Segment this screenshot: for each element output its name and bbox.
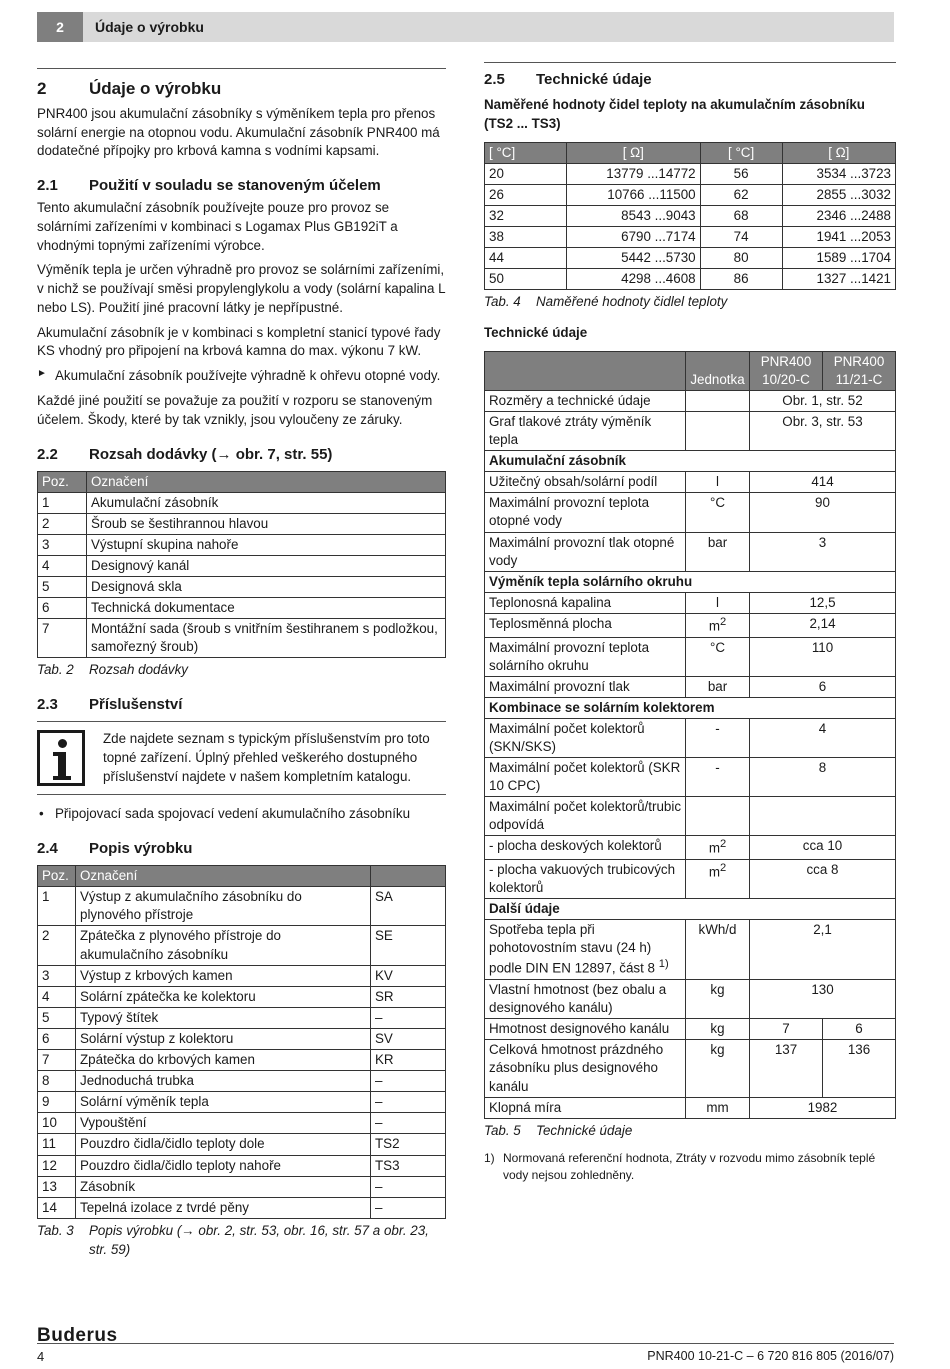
- section-title: Příslušenství: [89, 696, 183, 714]
- table-header-row: [485, 351, 896, 390]
- table-cell: l: [686, 472, 750, 493]
- table-cell: –: [371, 1197, 446, 1218]
- table-cell: Typový štítek: [76, 1007, 371, 1028]
- caption-text: Technické údaje: [536, 1122, 633, 1138]
- right-column: [484, 62, 896, 1184]
- table-cell: 10766 ...11500: [567, 184, 701, 205]
- table-cell: SA: [371, 887, 446, 926]
- table-cell: 1327 ...1421: [782, 269, 895, 290]
- table-cell: 6: [38, 598, 87, 619]
- unit-superscript: 2: [719, 862, 727, 874]
- table-cell: TS3: [371, 1155, 446, 1176]
- section-2-3-heading: [37, 694, 446, 715]
- section-title: Údaje o výrobku: [89, 79, 222, 98]
- table-cell: Teplosměnná plocha: [485, 613, 686, 637]
- table-cell: 8: [750, 758, 896, 797]
- section-number: 2.2: [37, 445, 58, 463]
- table-cell: - plocha vakuových trubicových kolektorů: [485, 860, 686, 899]
- caption-number: Tab. 5: [484, 1122, 521, 1138]
- table-header-row: [485, 142, 896, 163]
- table-cell: 13779 ...14772: [567, 163, 701, 184]
- table-header-cell: [ °C]: [700, 142, 782, 163]
- table-row: [485, 493, 896, 532]
- section-2-heading: [37, 77, 446, 101]
- table-cell: 3534 ...3723: [782, 163, 895, 184]
- table-cell: Rozměry a technické údaje: [485, 390, 686, 411]
- section-number: 2.5: [484, 71, 505, 88]
- section-2-2-heading: [37, 444, 446, 465]
- table-row: [38, 492, 446, 513]
- footnote-marker: 1): [658, 958, 669, 971]
- table-row: [38, 1092, 446, 1113]
- table-cell: 9: [38, 1092, 76, 1113]
- table-row: [485, 532, 896, 571]
- table-cell: Zpátečka do krbových kamen: [76, 1050, 371, 1071]
- table-row: [38, 555, 446, 576]
- unit-text: m: [708, 840, 720, 856]
- table-row: [485, 920, 896, 980]
- table-section-label: Kombinace se solárním kolektorem: [485, 697, 896, 718]
- table-row: [485, 637, 896, 676]
- table-cell: [686, 797, 750, 836]
- table-cell: 4298 ...4608: [567, 269, 701, 290]
- table-row: [485, 613, 896, 637]
- table-cell: 110: [750, 637, 896, 676]
- table-cell: 4: [750, 718, 896, 757]
- table-cell: [686, 613, 750, 637]
- table-cell: Maximální provozní teplota otopné vody: [485, 493, 686, 532]
- footnote-text: Normovaná referenční hodnota, Ztráty v rozvodu mimo zásobník teplé vody nejsou zohledněny.: [503, 1151, 876, 1183]
- table-cell: 2,1: [750, 920, 896, 980]
- table-cell: KV: [371, 965, 446, 986]
- table-cell: SV: [371, 1028, 446, 1049]
- table-cell: 6: [38, 1028, 76, 1049]
- table-cell: Maximální počet kolektorů (SKR 10 CPC): [485, 758, 686, 797]
- section-2-1-heading: [37, 175, 446, 196]
- table-cell: 11: [38, 1134, 76, 1155]
- footnote: [484, 1150, 896, 1184]
- table-cell: Designová skla: [87, 576, 446, 597]
- table-cell: kg: [686, 980, 750, 1019]
- table-cell: cca 10: [750, 836, 896, 860]
- table-cell: –: [371, 1071, 446, 1092]
- table-row: [485, 184, 896, 205]
- table-row: [485, 797, 896, 836]
- table-cell: Solární výstup z kolektoru: [76, 1028, 371, 1049]
- table-cell: 137: [750, 1040, 823, 1097]
- unit-superscript: 2: [719, 838, 727, 851]
- paragraph: Výměník tepla je určen výhradně pro provoz se solárními zařízeními, v nichž se používají směsi propylenglykolu a vody (solární kapalina L nebo LS). Použití jiné pracovní látky je nepřípustné.: [37, 262, 446, 315]
- table-header-cell: [ Ω]: [782, 142, 895, 163]
- table-cell: 136: [823, 1040, 896, 1097]
- sensor-values-table: [484, 142, 896, 291]
- table-cell: Maximální provozní tlak otopné vody: [485, 532, 686, 571]
- table-section-label: Další údaje: [485, 899, 896, 920]
- header-chapter-number: 2: [37, 12, 83, 42]
- caption-number: Tab. 3: [37, 1222, 74, 1238]
- table-cell: Vlastní hmotnost (bez obalu a designového kanálu): [485, 980, 686, 1019]
- table-section-row: [485, 571, 896, 592]
- table-header-cell: Jednotka: [686, 351, 750, 390]
- table-cell: Technická dokumentace: [87, 598, 446, 619]
- table-header-cell: Poz.: [38, 866, 76, 887]
- table-cell: -: [686, 758, 750, 797]
- table-cell: 6790 ...7174: [567, 226, 701, 247]
- table-row: [485, 718, 896, 757]
- document-reference: PNR400 10-21-C – 6 720 816 805 (2016/07): [647, 1349, 894, 1363]
- table-cell: 56: [700, 163, 782, 184]
- table-cell: -: [686, 718, 750, 757]
- table-cell: 3: [750, 532, 896, 571]
- table-cell: –: [371, 1176, 446, 1197]
- table-row: [485, 836, 896, 860]
- tech-table-title: Technické údaje: [484, 324, 588, 340]
- info-note: [37, 721, 446, 795]
- table-cell: 8543 ...9043: [567, 205, 701, 226]
- table-cell: 414: [750, 472, 896, 493]
- table-row: [485, 980, 896, 1019]
- table-section-label: Akumulační zásobník: [485, 451, 896, 472]
- technical-data-table: [484, 351, 896, 1119]
- table-cell: Graf tlakové ztráty výměník tepla: [485, 412, 686, 451]
- table-cell: Obr. 1, str. 52: [750, 390, 896, 411]
- table-caption: [37, 661, 446, 680]
- table-cell: Zpátečka z plynového přístroje do akumulačního zásobníku: [76, 926, 371, 965]
- table-cell: Solární výměník tepla: [76, 1092, 371, 1113]
- table-cell: Jednoduchá trubka: [76, 1071, 371, 1092]
- table-row: [38, 926, 446, 965]
- table-row: [38, 986, 446, 1007]
- table-cell: Výstupní skupina nahoře: [87, 534, 446, 555]
- table-row: [38, 1007, 446, 1028]
- table-row: [38, 1197, 446, 1218]
- table-row: [485, 248, 896, 269]
- product-description-table: [37, 865, 446, 1219]
- table-row: [38, 1050, 446, 1071]
- table-header-row: [38, 866, 446, 887]
- table-cell: TS2: [371, 1134, 446, 1155]
- list-item-text: Připojovací sada spojovací vedení akumulačního zásobníku: [55, 806, 411, 822]
- table-cell: kWh/d: [686, 920, 750, 980]
- table-row: [485, 676, 896, 697]
- table-row: [485, 205, 896, 226]
- table-row: [38, 965, 446, 986]
- cell-text: Spotřeba tepla při pohotovostním stavu (24 h) podle DIN EN 12897, část 8: [489, 922, 655, 976]
- table-cell: Pouzdro čidla/čidlo teploty dole: [76, 1134, 371, 1155]
- table-row: [38, 1028, 446, 1049]
- caption-text: Popis výrobku (→ obr. 2, str. 53, obr. 16, str. 57 a obr. 23, str. 59): [89, 1222, 429, 1257]
- table-cell: mm: [686, 1097, 750, 1118]
- table-row: [485, 472, 896, 493]
- table-cell: –: [371, 1092, 446, 1113]
- table-cell: 20: [485, 163, 567, 184]
- section-2-4-heading: [37, 838, 446, 859]
- table-row: [38, 513, 446, 534]
- table-cell: 5442 ...5730: [567, 248, 701, 269]
- section-number: 2.3: [37, 696, 58, 714]
- table-cell: SR: [371, 986, 446, 1007]
- table-cell: 90: [750, 493, 896, 532]
- paragraph: PNR400 jsou akumulační zásobníky s výměníkem tepla pro přenos solární energie na otopnou vodu. Akumulační zásobník PNR400 má dodatečné přípojky pro krbová kamna s vodními kapsami.: [37, 105, 440, 159]
- table-cell: Maximální provozní teplota solárního okruhu: [485, 637, 686, 676]
- table-cell: 7: [38, 619, 87, 658]
- table-row: [485, 1019, 896, 1040]
- table-cell: - plocha deskových kolektorů: [485, 836, 686, 860]
- table-cell: 2855 ...3032: [782, 184, 895, 205]
- table-cell: Maximální počet kolektorů/trubic odpovídá: [485, 797, 686, 836]
- sensor-table-title: Naměřené hodnoty čidel teploty na akumulačním zásobníku (TS2 ... TS3): [484, 97, 865, 131]
- caption-number: Tab. 4: [484, 294, 521, 310]
- instruction-text: Akumulační zásobník používejte výhradně k ohřevu otopné vody.: [55, 368, 441, 384]
- table-cell: 26: [485, 184, 567, 205]
- table-cell: Hmotnost designového kanálu: [485, 1019, 686, 1040]
- table-cell: Teplonosná kapalina: [485, 592, 686, 613]
- table-header-cell: PNR400 11/21-C: [823, 351, 896, 390]
- instruction-step: [37, 367, 446, 386]
- list-item: [37, 805, 446, 824]
- table-header-cell: Označení: [76, 866, 371, 887]
- table-row: [38, 1113, 446, 1134]
- table-cell: 80: [700, 248, 782, 269]
- unit-text: m: [708, 618, 720, 634]
- table-row: [485, 592, 896, 613]
- table-cell: 1589 ...1704: [782, 248, 895, 269]
- info-text: Zde najdete seznam s typickým příslušenstvím pro toto topné zařízení. Úplný přehled veškerého dostupného příslušenství najdete v našem kompletním katalogu.: [103, 731, 430, 784]
- table-section-row: [485, 697, 896, 718]
- info-icon: [37, 730, 85, 786]
- table-cell: 74: [700, 226, 782, 247]
- table-cell: 12: [38, 1155, 76, 1176]
- table-header-cell: Označení: [87, 471, 446, 492]
- table-caption: [484, 293, 896, 312]
- table-cell: Vypouštění: [76, 1113, 371, 1134]
- caption-text: Rozsah dodávky: [89, 662, 188, 678]
- arrow-right-icon: ►: [37, 368, 47, 380]
- bullet-icon: •: [39, 806, 44, 822]
- table-cell: 2: [38, 926, 76, 965]
- unit-text: m: [708, 864, 720, 880]
- table-cell: [485, 920, 686, 980]
- delivery-scope-table: [37, 471, 446, 659]
- table-header-row: [38, 471, 446, 492]
- header-chapter-title: Údaje o výrobku: [95, 19, 204, 35]
- table-cell: 5: [38, 576, 87, 597]
- table-row: [38, 619, 446, 658]
- table-cell: 3: [38, 534, 87, 555]
- table-cell: Výstup z akumulačního zásobníku do plynového přístroje: [76, 887, 371, 926]
- table-cell: °C: [686, 637, 750, 676]
- table-cell: Montážní sada (šroub s vnitřním šestihranem s podložkou, samořezný šroub): [87, 619, 446, 658]
- table-cell: Šroub se šestihrannou hlavou: [87, 513, 446, 534]
- header-bar: [37, 12, 894, 42]
- table-cell: 1982: [750, 1097, 896, 1118]
- table-section-label: Výměník tepla solárního okruhu: [485, 571, 896, 592]
- table-cell: –: [371, 1007, 446, 1028]
- table-cell: 2346 ...2488: [782, 205, 895, 226]
- caption-number: Tab. 2: [37, 662, 74, 678]
- table-cell: 130: [750, 980, 896, 1019]
- table-row: [485, 758, 896, 797]
- table-cell: Výstup z krbových kamen: [76, 965, 371, 986]
- table-cell: 4: [38, 555, 87, 576]
- table-cell: 6: [823, 1019, 896, 1040]
- table-cell: 44: [485, 248, 567, 269]
- section-number: 2.4: [37, 840, 58, 858]
- table-cell: 2,14: [750, 613, 896, 637]
- section-2-5-heading: [484, 69, 896, 90]
- table-cell: 6: [750, 676, 896, 697]
- table-cell: Klopná míra: [485, 1097, 686, 1118]
- table-cell: 86: [700, 269, 782, 290]
- table-cell: KR: [371, 1050, 446, 1071]
- table-cell: 8: [38, 1071, 76, 1092]
- table-cell: Obr. 3, str. 53: [750, 412, 896, 451]
- table-cell: 62: [700, 184, 782, 205]
- table-row: [485, 163, 896, 184]
- table-cell: [750, 797, 896, 836]
- section-title: Použití v souladu se stanoveným účelem: [89, 177, 381, 195]
- table-caption: [37, 1222, 446, 1260]
- table-cell: Tepelná izolace z tvrdé pěny: [76, 1197, 371, 1218]
- table-cell: 7: [750, 1019, 823, 1040]
- table-cell: [686, 412, 750, 451]
- table-row: [38, 1134, 446, 1155]
- table-row: [38, 887, 446, 926]
- table-row: [38, 1155, 446, 1176]
- table-row: [485, 390, 896, 411]
- table-cell: SE: [371, 926, 446, 965]
- table-row: [485, 860, 896, 899]
- table-row: [485, 226, 896, 247]
- table-cell: 68: [700, 205, 782, 226]
- table-cell: kg: [686, 1040, 750, 1097]
- table-cell: 7: [38, 1050, 76, 1071]
- page-number: 4: [37, 1349, 45, 1364]
- table-row: [485, 412, 896, 451]
- table-cell: 38: [485, 226, 567, 247]
- table-section-row: [485, 451, 896, 472]
- table-cell: Maximální počet kolektorů (SKN/SKS): [485, 718, 686, 757]
- table-cell: 12,5: [750, 592, 896, 613]
- paragraph: Každé jiné použití se považuje za použití v rozporu se stanoveným účelem. Škody, které by tak vznikly, jsou vyloučeny ze záruky.: [37, 392, 433, 427]
- unit-superscript: 2: [719, 615, 727, 628]
- left-column: [37, 68, 446, 1259]
- table-row: [38, 598, 446, 619]
- table-row: [485, 1097, 896, 1118]
- table-cell: 50: [485, 269, 567, 290]
- table-cell: Celková hmotnost prázdného zásobníku plus designového kanálu: [485, 1040, 686, 1097]
- table-cell: cca 8: [750, 860, 896, 899]
- table-cell: Akumulační zásobník: [87, 492, 446, 513]
- table-header-cell: PNR400 10/20-C: [750, 351, 823, 390]
- table-cell: kg: [686, 1019, 750, 1040]
- table-cell: –: [371, 1113, 446, 1134]
- table-cell: 32: [485, 205, 567, 226]
- table-header-cell: [ °C]: [485, 142, 567, 163]
- paragraph: Akumulační zásobník je v kombinaci s kompletní stanicí typové řady KS vhodný pro připojení na krbová kamna do max. výkonu 7 kW.: [37, 324, 441, 359]
- table-cell: 3: [38, 965, 76, 986]
- table-cell: Solární zpátečka ke kolektoru: [76, 986, 371, 1007]
- table-cell: °C: [686, 493, 750, 532]
- table-cell: 13: [38, 1176, 76, 1197]
- table-row: [38, 534, 446, 555]
- table-row: [485, 1040, 896, 1097]
- paragraph: Tento akumulační zásobník používejte pouze pro provoz se solárními zařízeními v kombinaci s Logamax Plus GB192iT a vhodnými topnými zařízeními výrobce.: [37, 200, 398, 253]
- table-caption: [484, 1122, 896, 1141]
- table-cell: l: [686, 592, 750, 613]
- footnote-number: 1): [484, 1151, 495, 1166]
- table-cell: bar: [686, 532, 750, 571]
- table-cell: bar: [686, 676, 750, 697]
- table-cell: Zásobník: [76, 1176, 371, 1197]
- table-row: [38, 1176, 446, 1197]
- section-title: Technické údaje: [536, 71, 652, 88]
- caption-text: Naměřené hodnoty čidlel teploty: [536, 294, 728, 310]
- table-cell: 1941 ...2053: [782, 226, 895, 247]
- table-row: [38, 1071, 446, 1092]
- table-header-cell: [485, 351, 686, 390]
- table-cell: Pouzdro čidla/čidlo teploty nahoře: [76, 1155, 371, 1176]
- table-header-cell: [ Ω]: [567, 142, 701, 163]
- section-title: Rozsah dodávky (→ obr. 7, str. 55): [89, 445, 333, 463]
- table-row: [38, 576, 446, 597]
- table-header-cell: [371, 866, 446, 887]
- brand-logo: Buderus: [37, 1325, 118, 1346]
- table-section-row: [485, 899, 896, 920]
- footer-divider: [37, 1343, 894, 1344]
- table-cell: 14: [38, 1197, 76, 1218]
- table-cell: [686, 860, 750, 899]
- table-cell: 2: [38, 513, 87, 534]
- table-cell: Maximální provozní tlak: [485, 676, 686, 697]
- table-cell: 1: [38, 887, 76, 926]
- section-number: 2: [37, 79, 47, 98]
- table-cell: Užitečný obsah/solární podíl: [485, 472, 686, 493]
- table-row: [485, 269, 896, 290]
- table-cell: 1: [38, 492, 87, 513]
- section-number: 2.1: [37, 177, 58, 195]
- table-cell: 10: [38, 1113, 76, 1134]
- table-cell: [686, 390, 750, 411]
- table-header-cell: Poz.: [38, 471, 87, 492]
- table-cell: [686, 836, 750, 860]
- table-cell: 5: [38, 1007, 76, 1028]
- table-cell: Designový kanál: [87, 555, 446, 576]
- table-cell: 4: [38, 986, 76, 1007]
- section-title: Popis výrobku: [89, 840, 193, 858]
